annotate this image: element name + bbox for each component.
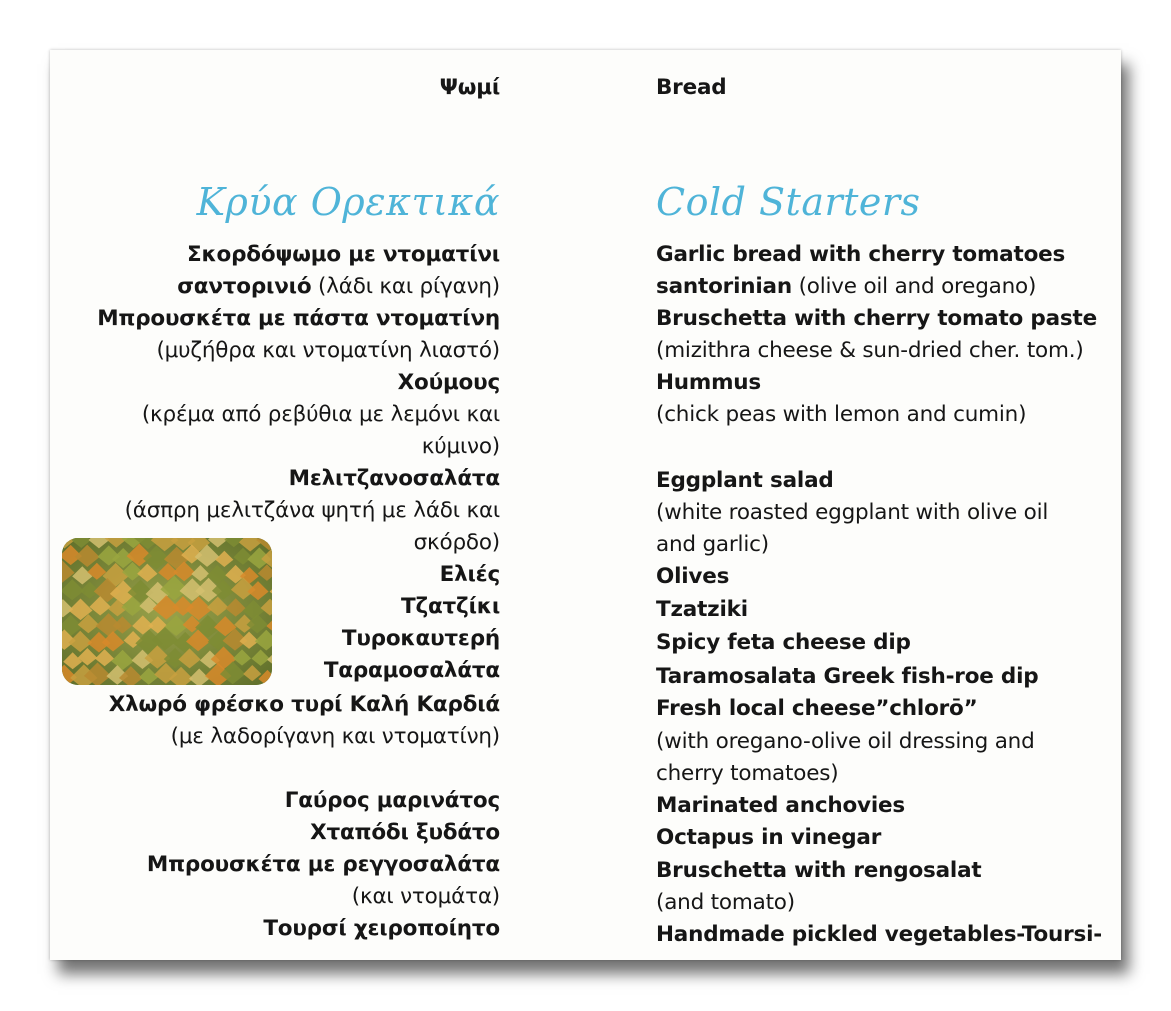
menu-page xyxy=(50,50,1121,960)
menu-item: Ελιές xyxy=(439,562,500,587)
menu-item-description: and garlic) xyxy=(656,532,769,557)
food-photo xyxy=(62,538,272,685)
menu-item: Χταπόδι ξυδάτο xyxy=(310,820,500,845)
menu-item: Τζατζίκι xyxy=(401,594,500,619)
menu-item: Garlic bread with cherry tomatoes xyxy=(656,242,1066,267)
menu-item-description: (άσπρη μελιτζάνα ψητή με λάδι και xyxy=(124,498,500,523)
menu-item: Hummus xyxy=(656,370,762,395)
menu-item-description: (mizithra cheese & sun-dried cher. tom.) xyxy=(656,338,1084,363)
english-bread-label: Bread xyxy=(656,75,727,100)
menu-item: Taramosalata Greek fish-roe dip xyxy=(656,664,1039,689)
menu-item: Τουρσί χειροποίητο xyxy=(263,916,500,941)
menu-item: Γαύρος μαρινάτος xyxy=(284,788,500,813)
menu-item-description: (και ντομάτα) xyxy=(351,884,500,909)
menu-item: Eggplant salad xyxy=(656,468,834,493)
menu-item-description: (μυζήθρα και ντοματίνη λιαστό) xyxy=(156,338,500,363)
menu-item: Spicy feta cheese dip xyxy=(656,630,911,655)
menu-item: Μπρουσκέτα με ρεγγοσαλάτα xyxy=(146,852,500,877)
menu-item: Bruschetta with rengosalat xyxy=(656,858,982,883)
menu-item: Μπρουσκέτα με πάστα ντοματίνη xyxy=(97,306,500,331)
menu-item: Fresh local cheese”chlorō” xyxy=(656,696,978,721)
menu-item-description: cherry tomatoes) xyxy=(656,761,839,786)
greek-section-heading: Κρύα Ορεκτικά xyxy=(196,180,500,224)
menu-item: Ταραμοσαλάτα xyxy=(323,658,500,683)
menu-item-description: (and tomato) xyxy=(656,890,795,915)
menu-item: Marinated anchovies xyxy=(656,793,906,818)
menu-item: Octapus in vinegar xyxy=(656,825,882,850)
menu-item-description: (with oregano-olive oil dressing and xyxy=(656,729,1035,754)
stuffed-flowers-image xyxy=(62,538,272,685)
menu-item: Χούμους xyxy=(397,370,500,395)
menu-item-description: (με λαδορίγανη και ντοματίνη) xyxy=(170,724,500,749)
greek-bread-label: Ψωμί xyxy=(439,75,500,100)
menu-item: Μελιτζανοσαλάτα xyxy=(288,466,500,491)
menu-item-description: κύμινο) xyxy=(421,434,500,459)
menu-item: Χλωρό φρέσκο τυρί Καλή Καρδιά xyxy=(108,692,500,717)
menu-item: Olives xyxy=(656,564,730,589)
menu-item-description: (white roasted eggplant with olive oil xyxy=(656,500,1049,525)
menu-item-description: (κρέμα από ρεβύθια με λεμόνι και xyxy=(141,402,500,427)
menu-item: σαντορινιό (λάδι και ρίγανη) xyxy=(177,274,500,299)
menu-item-description: σκόρδο) xyxy=(413,530,500,555)
menu-item: Handmade pickled vegetables-Toursi- xyxy=(656,922,1103,947)
menu-item: santorinian (olive oil and oregano) xyxy=(656,274,1037,299)
menu-item: Tzatziki xyxy=(656,597,748,622)
menu-item: Τυροκαυτερή xyxy=(341,626,500,651)
menu-item: Bruschetta with cherry tomato paste xyxy=(656,306,1097,331)
menu-item-description: (chick peas with lemon and cumin) xyxy=(656,402,1027,427)
menu-item: Σκορδόψωμο με ντοματίνι xyxy=(186,242,500,267)
english-section-heading: Cold Starters xyxy=(656,180,921,224)
